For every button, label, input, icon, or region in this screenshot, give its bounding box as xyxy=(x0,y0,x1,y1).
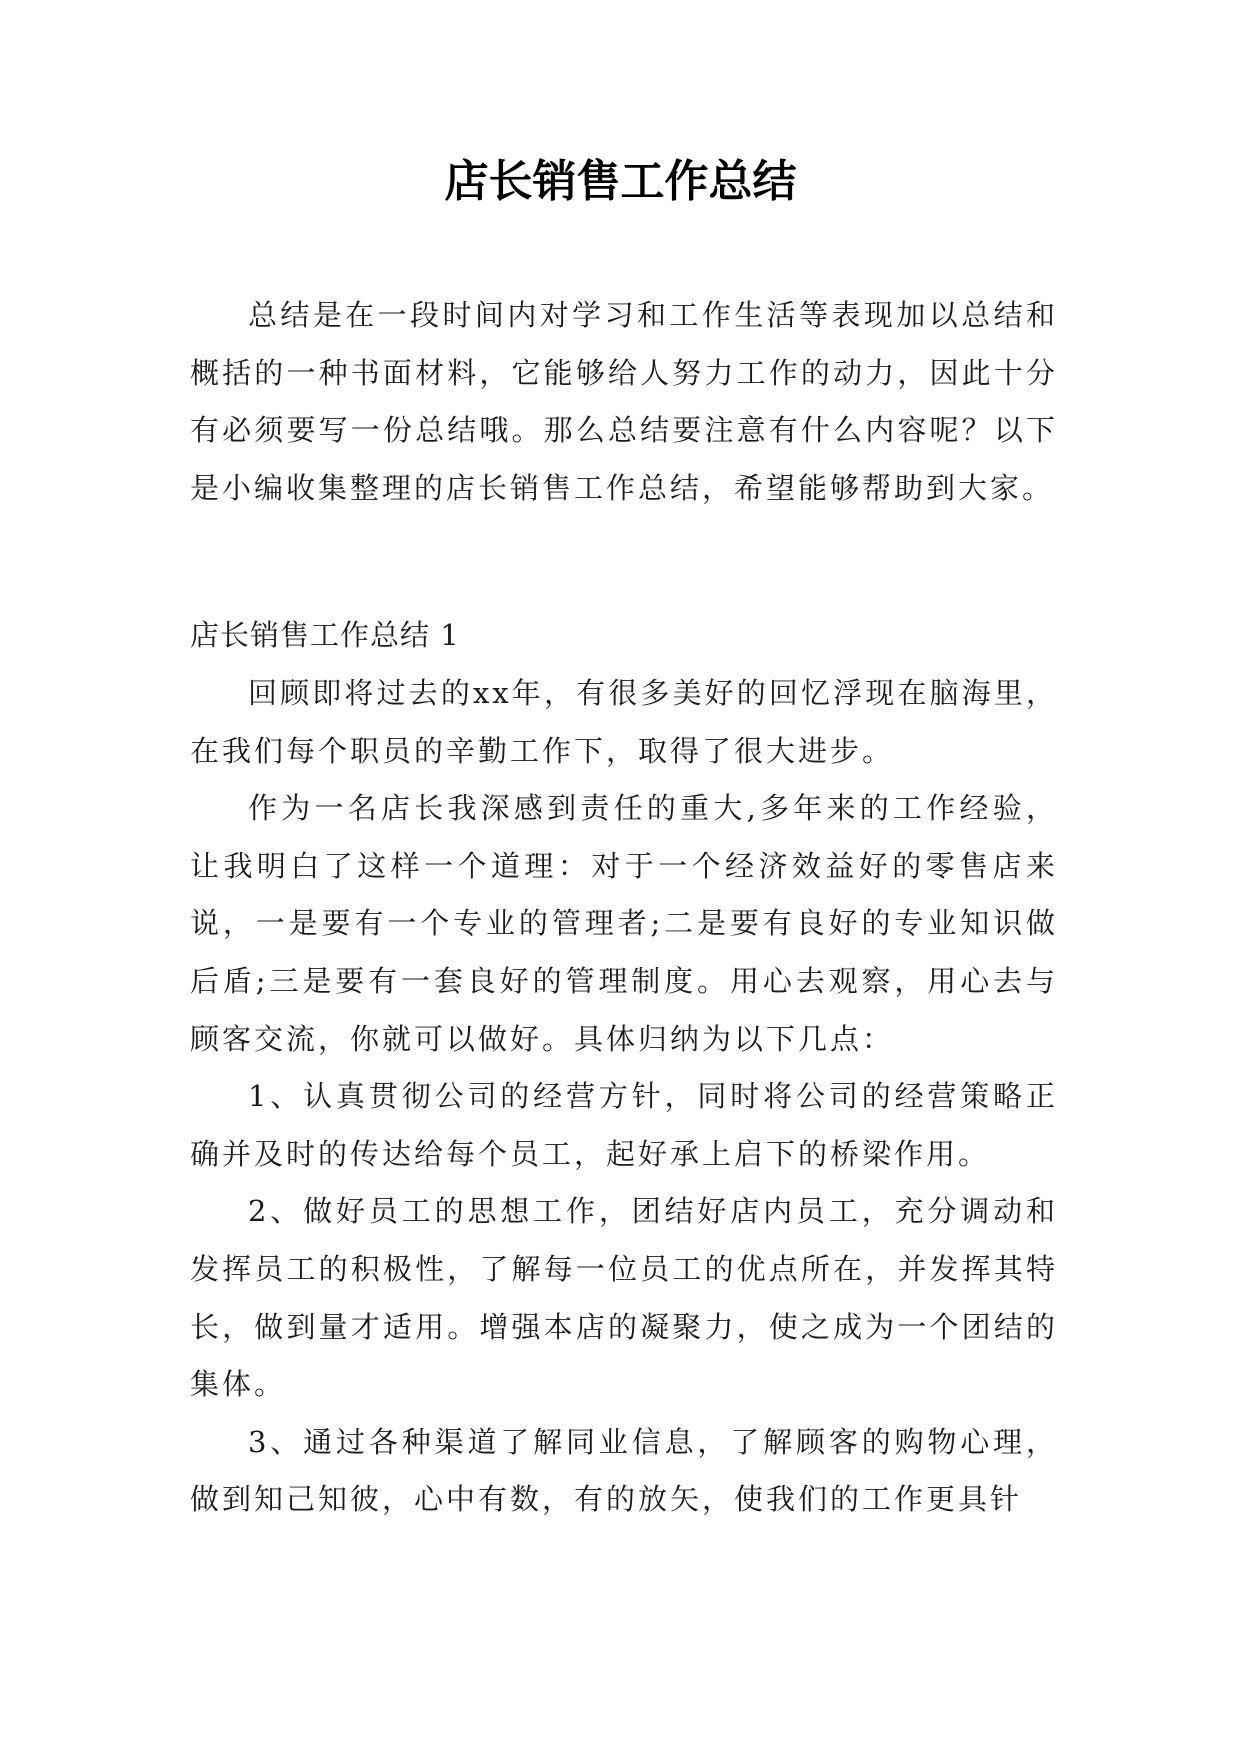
body-paragraph: 回顾即将过去的xx年，有很多美好的回忆浮现在脑海里，在我们每个职员的辛勤工作下，取得了很大进步。 xyxy=(190,675,1058,768)
body-paragraph: 3、通过各种渠道了解同业信息，了解顾客的购物心理，做到知己知彼，心中有数，有的放矢，使我们的工作更具针 xyxy=(190,1424,1058,1517)
body-paragraph: 作为一名店长我深感到责任的重大,多年来的工作经验，让我明白了这样一个道理：对于一个经济效益好的零售店来说，一是要有一个专业的管理者;二是要有良好的专业知识做后盾;三是要有一套良好的管理制度。用心去观察，用心去与顾客交流，你就可以做好。具体归纳为以下几点： xyxy=(190,791,1058,1056)
body-paragraph: 2、做好员工的思想工作，团结好店内员工，充分调动和发挥员工的积极性，了解每一位员工的优点所在，并发挥其特长，做到量才适用。增强本店的凝聚力，使之成为一个团结的集体。 xyxy=(190,1194,1058,1402)
body-paragraph: 1、认真贯彻公司的经营方针，同时将公司的经营策略正确并及时的传达给每个员工，起好承上启下的桥梁作用。 xyxy=(190,1079,1058,1171)
section-heading: 店长销售工作总结 1 xyxy=(190,618,460,653)
document-body xyxy=(190,287,1058,1529)
document-title: 店长销售工作总结 xyxy=(444,156,797,207)
intro-paragraph: 总结是在一段时间内对学习和工作生活等表现加以总结和概括的一种书面材料，它能够给人努力工作的动力，因此十分有必须要写一份总结哦。那么总结要注意有什么内容呢？以下是小编收集整理的店长销售工作总结，希望能够帮助到大家。 xyxy=(190,298,1058,505)
